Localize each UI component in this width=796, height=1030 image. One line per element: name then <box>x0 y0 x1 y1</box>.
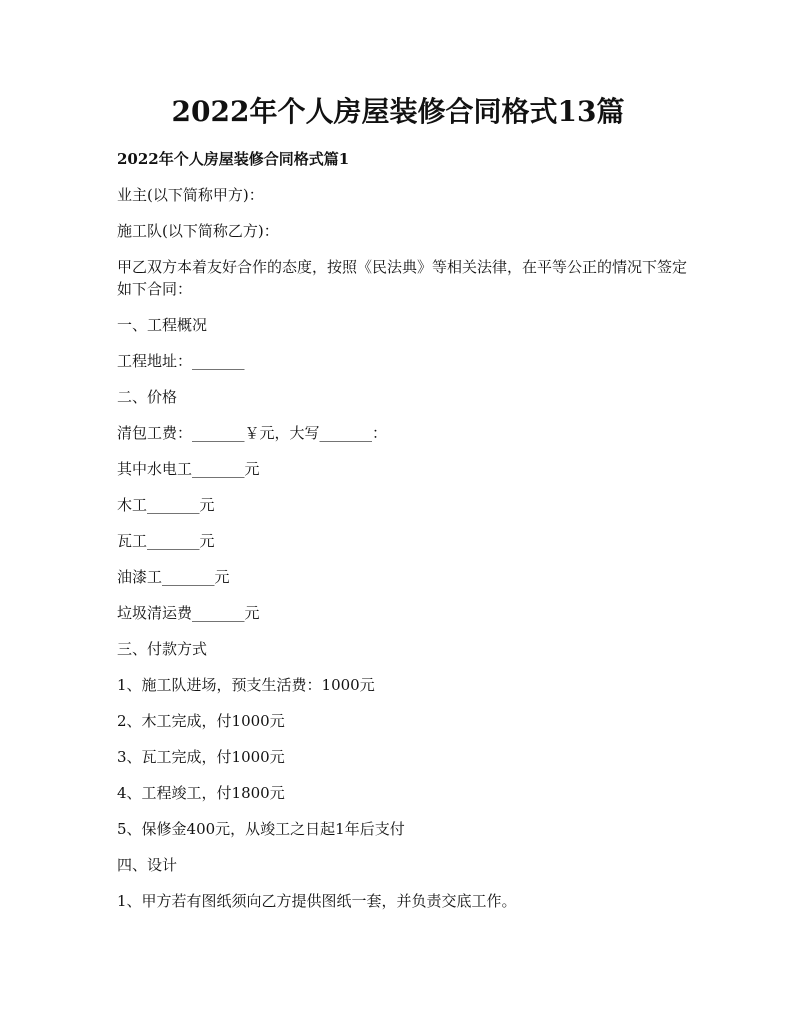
section-subtitle: 2022年个人房屋装修合同格式篇1 <box>117 150 350 168</box>
heading-design: 四、设计 <box>117 856 178 874</box>
heading-price: 二、价格 <box>117 388 178 406</box>
document-body <box>117 148 687 926</box>
paragraph-project-address: 工程地址：_______ <box>117 352 245 370</box>
paragraph-tiling: 瓦工_______元 <box>117 532 215 550</box>
payment-item-5: 5、保修金400元，从竣工之日起1年后支付 <box>117 820 405 838</box>
payment-item-2: 2、木工完成，付1000元 <box>117 712 285 730</box>
paragraph-painting: 油漆工_______元 <box>117 568 230 586</box>
payment-item-1: 1、施工队进场，预支生活费：1000元 <box>117 676 375 694</box>
paragraph-plumbing-electrical: 其中水电工_______元 <box>117 460 260 478</box>
payment-item-4: 4、工程竣工，付1800元 <box>117 784 285 802</box>
document-title: 2022年个人房屋装修合同格式13篇 <box>171 95 625 128</box>
heading-payment-method: 三、付款方式 <box>117 640 208 658</box>
payment-item-3: 3、瓦工完成，付1000元 <box>117 748 285 766</box>
paragraph-contractor: 施工队(以下简称乙方)： <box>117 222 279 240</box>
paragraph-preamble: 甲乙双方本着友好合作的态度，按照《民法典》等相关法律，在平等公正的情况下签定如下合同： <box>117 258 688 298</box>
paragraph-owner: 业主(以下简称甲方)： <box>117 186 264 204</box>
paragraph-carpentry: 木工_______元 <box>117 496 215 514</box>
design-item-1: 1、甲方若有图纸须向乙方提供图纸一套，并负责交底工作。 <box>117 892 517 910</box>
paragraph-labor-fee: 清包工费：_______￥元，大写_______： <box>117 424 388 442</box>
heading-project-overview: 一、工程概况 <box>117 316 208 334</box>
paragraph-waste-removal: 垃圾清运费_______元 <box>117 604 260 622</box>
